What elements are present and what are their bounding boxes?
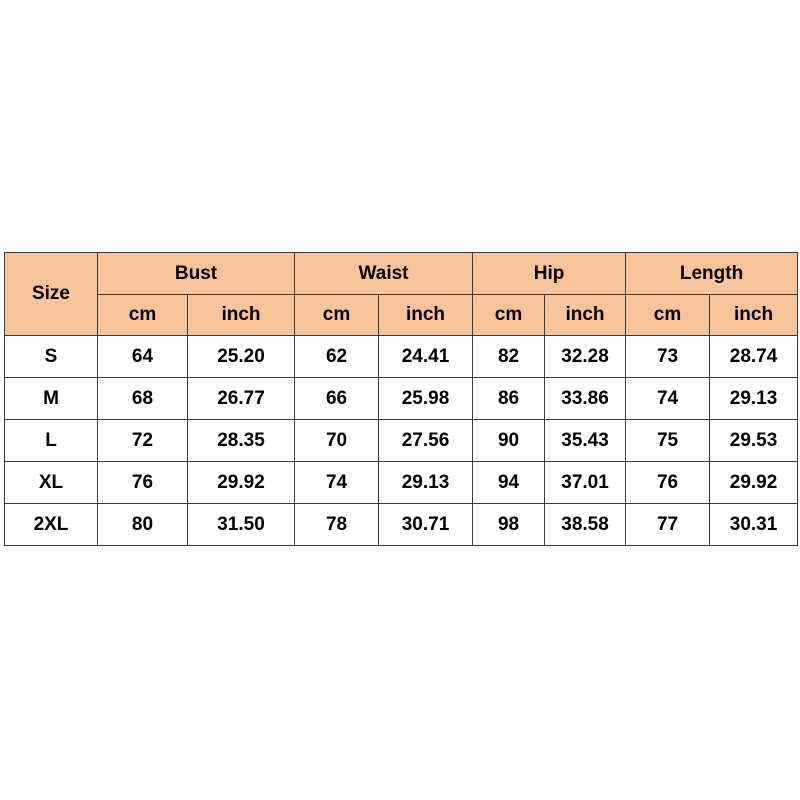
table-cell: 33.86 (545, 378, 626, 420)
table-cell: 28.35 (188, 420, 295, 462)
size-header: Size (5, 253, 98, 336)
table-row (5, 378, 798, 420)
size-cell: XL (5, 462, 98, 504)
table-cell: 62 (295, 336, 379, 378)
table-cell: 86 (473, 378, 545, 420)
unit-header: inch (379, 295, 473, 336)
table-cell: 94 (473, 462, 545, 504)
size-chart-table (4, 252, 798, 546)
table-cell: 29.13 (379, 462, 473, 504)
table-cell: 77 (626, 504, 710, 546)
table-cell: 26.77 (188, 378, 295, 420)
unit-header: inch (545, 295, 626, 336)
table-cell: 28.74 (710, 336, 798, 378)
unit-header-row (5, 295, 798, 336)
unit-header: inch (710, 295, 798, 336)
table-cell: 76 (98, 462, 188, 504)
table-cell: 70 (295, 420, 379, 462)
unit-header: cm (473, 295, 545, 336)
table-cell: 30.31 (710, 504, 798, 546)
size-cell: 2XL (5, 504, 98, 546)
group-header-row (5, 253, 798, 295)
table-cell: 29.13 (710, 378, 798, 420)
table-row (5, 504, 798, 546)
table-cell: 68 (98, 378, 188, 420)
unit-header: cm (626, 295, 710, 336)
table-cell: 74 (626, 378, 710, 420)
table-cell: 75 (626, 420, 710, 462)
table-cell: 37.01 (545, 462, 626, 504)
table-cell: 66 (295, 378, 379, 420)
table-cell: 27.56 (379, 420, 473, 462)
table-cell: 82 (473, 336, 545, 378)
size-cell: L (5, 420, 98, 462)
table-cell: 25.98 (379, 378, 473, 420)
group-header-length: Length (626, 253, 798, 295)
unit-header: cm (98, 295, 188, 336)
group-header-waist: Waist (295, 253, 473, 295)
unit-header: inch (188, 295, 295, 336)
table-cell: 73 (626, 336, 710, 378)
table-cell: 29.92 (188, 462, 295, 504)
unit-header: cm (295, 295, 379, 336)
group-header-hip: Hip (473, 253, 626, 295)
table-cell: 74 (295, 462, 379, 504)
table-cell: 64 (98, 336, 188, 378)
table-cell: 38.58 (545, 504, 626, 546)
table-cell: 35.43 (545, 420, 626, 462)
group-header-bust: Bust (98, 253, 295, 295)
table-cell: 32.28 (545, 336, 626, 378)
size-cell: M (5, 378, 98, 420)
table-cell: 78 (295, 504, 379, 546)
table-row (5, 462, 798, 504)
table-row (5, 420, 798, 462)
table-cell: 76 (626, 462, 710, 504)
table-cell: 80 (98, 504, 188, 546)
table-row (5, 336, 798, 378)
table-cell: 30.71 (379, 504, 473, 546)
table-cell: 29.92 (710, 462, 798, 504)
table-cell: 72 (98, 420, 188, 462)
table-cell: 25.20 (188, 336, 295, 378)
table-cell: 31.50 (188, 504, 295, 546)
table-cell: 29.53 (710, 420, 798, 462)
table-cell: 90 (473, 420, 545, 462)
table-cell: 24.41 (379, 336, 473, 378)
table-cell: 98 (473, 504, 545, 546)
size-cell: S (5, 336, 98, 378)
